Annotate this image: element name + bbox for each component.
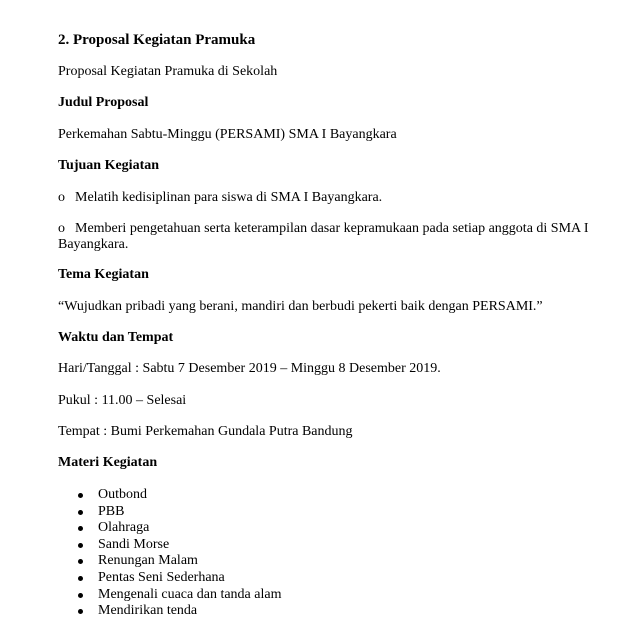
list-item-text: Sandi Morse bbox=[98, 536, 170, 552]
list-marker: o bbox=[58, 190, 65, 205]
list-item bbox=[78, 504, 281, 521]
bullet-icon bbox=[78, 609, 83, 614]
list-item-text: Olahraga bbox=[98, 520, 150, 536]
bullet-icon bbox=[78, 559, 83, 564]
tempat-text: Tempat : Bumi Perkemahan Gundala Putra Bandung bbox=[58, 424, 353, 439]
bullet-icon bbox=[78, 593, 83, 598]
tujuan-item-text: Melatih kedisiplinan para siswa di SMA I Bayangkara. bbox=[75, 190, 383, 205]
hari-tanggal-text: Hari/Tanggal : Sabtu 7 Desember 2019 – Minggu 8 Desember 2019. bbox=[58, 361, 441, 376]
list-item-text: Mengenali cuaca dan tanda alam bbox=[98, 586, 282, 602]
list-item bbox=[78, 603, 281, 620]
list-item bbox=[78, 537, 281, 554]
list-item-text: Outbond bbox=[98, 487, 147, 502]
list-marker: o bbox=[58, 221, 65, 236]
intro-text: Proposal Kegiatan Pramuka di Sekolah bbox=[58, 64, 278, 79]
list-item-text: PBB bbox=[98, 503, 125, 519]
bullet-icon bbox=[78, 493, 83, 498]
tema-text: “Wujudkan pribadi yang berani, mandiri dan berbudi pekerti baik dengan PERSAMI.” bbox=[58, 299, 543, 314]
bullet-icon bbox=[78, 526, 83, 531]
list-item bbox=[78, 487, 281, 504]
tujuan-item bbox=[58, 221, 618, 253]
list-item-text: Mendirikan tenda bbox=[98, 603, 198, 619]
waktu-heading: Waktu dan Tempat bbox=[58, 330, 174, 345]
list-item bbox=[78, 587, 281, 604]
judul-text: Perkemahan Sabtu-Minggu (PERSAMI) SMA I Bayangkara bbox=[58, 127, 397, 142]
tujuan-heading: Tujuan Kegiatan bbox=[58, 158, 160, 173]
bullet-icon bbox=[78, 543, 83, 548]
list-item bbox=[78, 553, 281, 570]
document-title: 2. Proposal Kegiatan Pramuka bbox=[58, 32, 256, 48]
judul-heading: Judul Proposal bbox=[58, 95, 149, 110]
list-item-text: Pentas Seni Sederhana bbox=[98, 569, 225, 585]
materi-heading: Materi Kegiatan bbox=[58, 455, 158, 470]
bullet-icon bbox=[78, 576, 83, 581]
tema-heading: Tema Kegiatan bbox=[58, 267, 149, 282]
tujuan-item bbox=[58, 190, 618, 206]
list-item bbox=[78, 570, 281, 587]
tujuan-item-text: Memberi pengetahuan serta keterampilan dasar kepramukaan pada setiap anggota di SMA I Bayangkara. bbox=[58, 221, 589, 252]
list-item-text: Renungan Malam bbox=[98, 553, 198, 569]
pukul-text: Pukul : 11.00 – Selesai bbox=[58, 393, 187, 408]
bullet-icon bbox=[78, 510, 83, 515]
list-item bbox=[78, 520, 281, 537]
materi-list bbox=[78, 487, 281, 620]
